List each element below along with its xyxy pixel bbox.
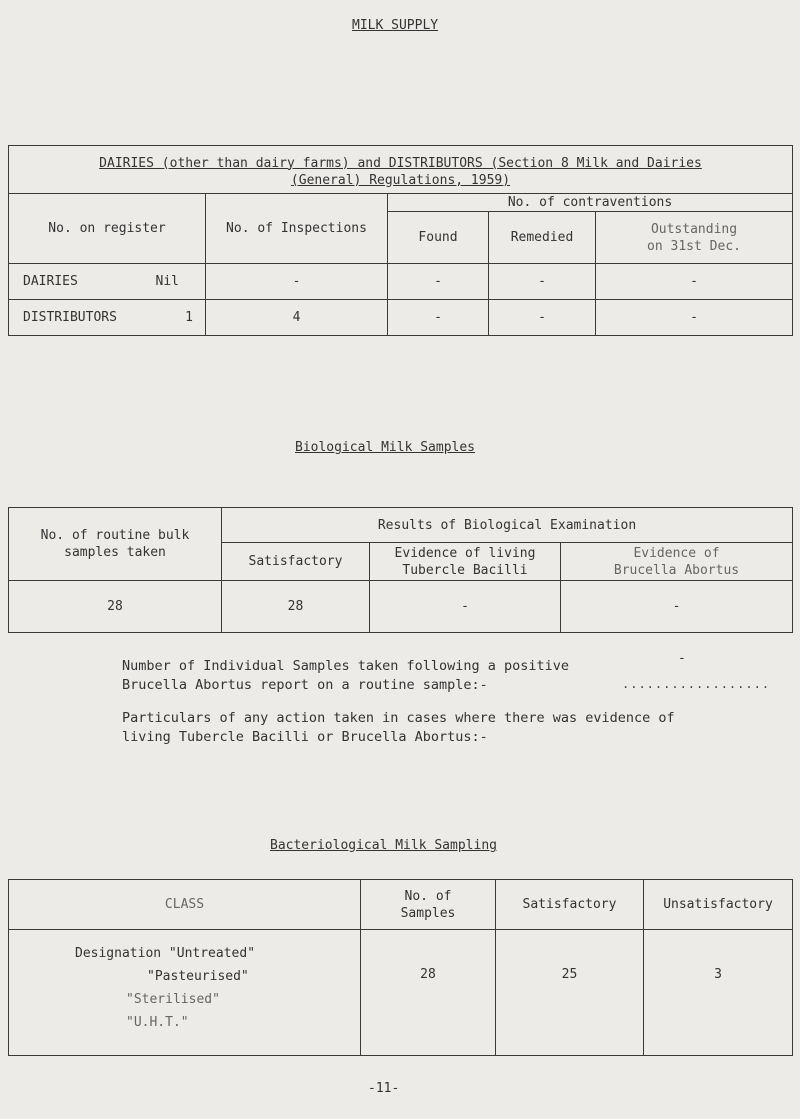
note1-line2: Brucella Abortus report on a routine sample:-: [122, 677, 488, 693]
row-satisfactory: 25: [496, 930, 644, 1056]
col-outstanding-line2: on 31st Dec.: [647, 238, 741, 254]
row-satisfactory: 28: [222, 581, 370, 633]
biological-table: [8, 507, 793, 633]
col-remedied-header: Remedied: [489, 212, 596, 264]
row-outstanding: -: [596, 264, 793, 300]
col-routine-line1: No. of routine bulk: [40, 528, 190, 543]
row-dairies-register: [9, 264, 206, 300]
table-row: [9, 300, 793, 336]
action-particulars-note: [122, 709, 675, 747]
designation-uht: "U.H.T.": [126, 1015, 189, 1030]
dairies-title-line1: DAIRIES (other than dairy farms) and DISTRIBUTORS (Section 8 Milk and Dairies: [99, 155, 702, 171]
col-tubercle-header: [370, 543, 561, 581]
designation-cell: [9, 930, 361, 1056]
col-register-header: No. on register: [9, 194, 206, 264]
row-register-value: Nil: [155, 274, 179, 289]
row-register-value: 1: [185, 310, 193, 325]
bacteriological-heading: Bacteriological Milk Sampling: [270, 838, 497, 853]
designation-untreated: "Untreated": [168, 946, 256, 961]
col-brucella-header: [561, 543, 793, 581]
designation-pasteurised: "Pasteurised": [147, 969, 249, 984]
row-unsatisfactory: 3: [644, 930, 793, 1056]
col-routine-header: [9, 508, 222, 581]
col-contraventions-header: No. of contraventions: [388, 194, 793, 212]
col-samples-line1: No. of: [404, 888, 452, 904]
table-row: [9, 581, 793, 633]
row-outstanding: -: [596, 300, 793, 336]
table-row: [9, 264, 793, 300]
row-found: -: [388, 264, 489, 300]
col-brucella-line2: Brucella Abortus: [613, 562, 740, 578]
col-satisfactory-header: Satisfactory: [222, 543, 370, 581]
col-outstanding-line1: Outstanding: [650, 221, 738, 237]
page-number: -11-: [368, 1081, 400, 1096]
row-brucella: -: [561, 581, 793, 633]
row-tubercle: -: [370, 581, 561, 633]
biological-heading: Biological Milk Samples: [295, 440, 476, 455]
row-remedied: -: [489, 264, 596, 300]
col-brucella-line1: Evidence of: [633, 545, 720, 561]
col-tubercle-line2: Tubercle Bacilli: [402, 562, 528, 578]
note2-line1: Particulars of any action taken in cases where there was evidence of: [122, 710, 675, 726]
page-title: MILK SUPPLY: [352, 18, 439, 33]
designation-sterilised: "Sterilised": [126, 992, 220, 1007]
note1-value: -: [678, 651, 686, 666]
dairies-table-title: [9, 146, 793, 194]
row-samples: 28: [361, 930, 496, 1056]
row-inspections: 4: [206, 300, 388, 336]
row-remedied: -: [489, 300, 596, 336]
col-outstanding-header: [596, 212, 793, 264]
row-taken: 28: [9, 581, 222, 633]
note1-line1: Number of Individual Samples taken following a positive: [122, 658, 570, 674]
bacteriological-table: [8, 879, 793, 1056]
row-name: DAIRIES: [23, 274, 78, 289]
dairies-title-line2: (General) Regulations, 1959): [290, 172, 511, 188]
col-satisfactory-header: Satisfactory: [496, 880, 644, 930]
dairies-distributors-table: [8, 145, 793, 336]
designation-label: Designation: [75, 946, 162, 961]
col-tubercle-line1: Evidence of living: [394, 545, 536, 561]
col-routine-line2: samples taken: [64, 545, 166, 560]
table-row: [9, 930, 793, 1056]
col-samples-line2: Samples: [400, 905, 456, 921]
col-results-header: Results of Biological Examination: [222, 508, 793, 543]
col-inspections-header: No. of Inspections: [206, 194, 388, 264]
col-found-header: Found: [388, 212, 489, 264]
brucella-followup-note: [122, 657, 569, 695]
row-found: -: [388, 300, 489, 336]
col-unsatisfactory-header: Unsatisfactory: [644, 880, 793, 930]
row-inspections: -: [206, 264, 388, 300]
note1-leader-dots: ..................: [622, 677, 771, 691]
col-samples-header: [361, 880, 496, 930]
note2-line2: living Tubercle Bacilli or Brucella Abortus:-: [122, 729, 488, 745]
row-distributors-register: [9, 300, 206, 336]
row-name: DISTRIBUTORS: [23, 310, 117, 325]
col-class-header: CLASS: [9, 880, 361, 930]
